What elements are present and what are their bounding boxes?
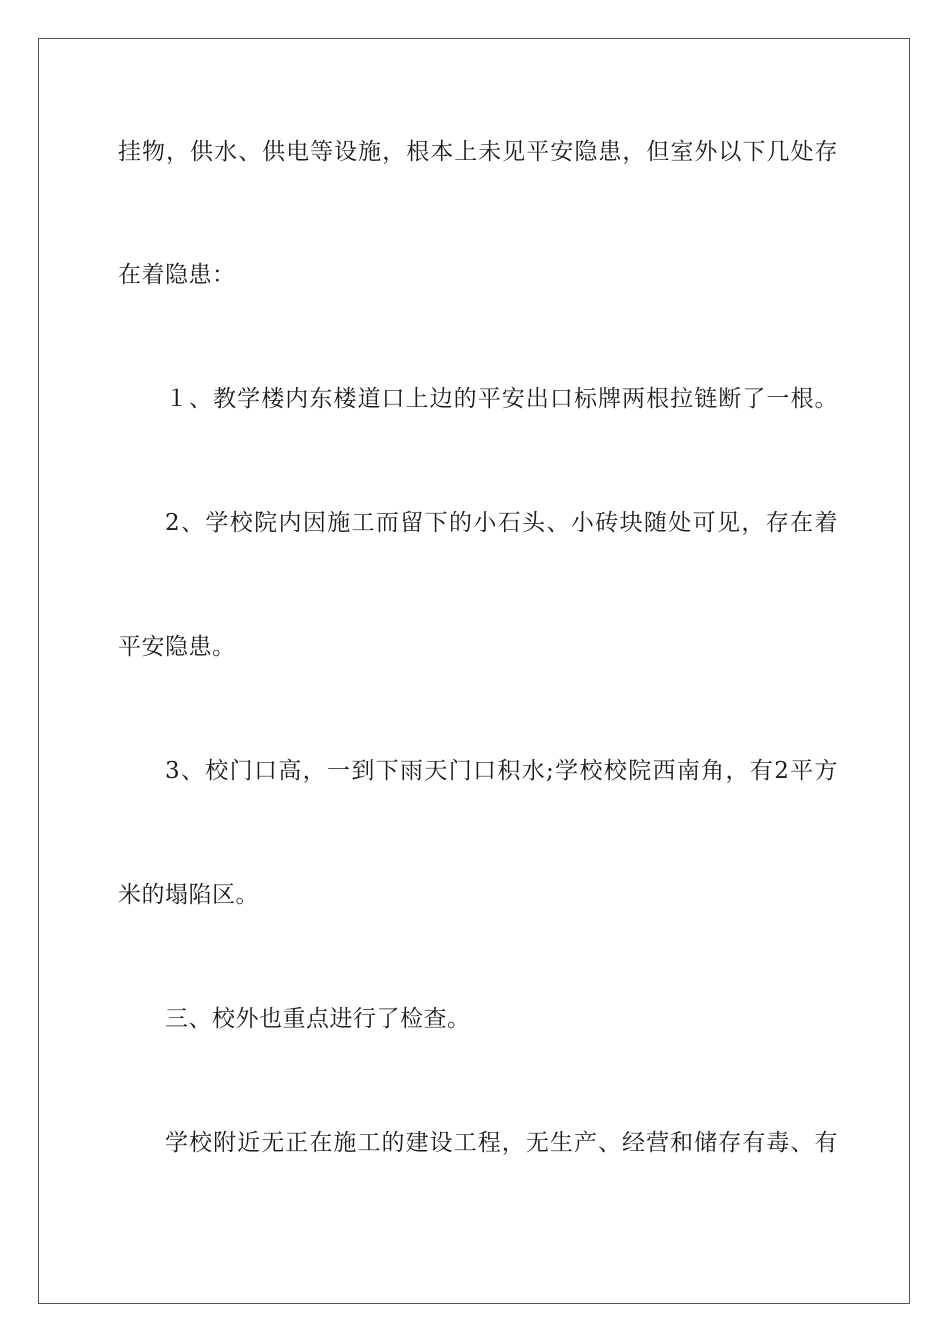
text-line-9: 学校附近无正在施工的建设工程，无生产、经营和储存有毒、有 xyxy=(165,1130,838,1156)
text-line-8: 三、校外也重点进行了检查。 xyxy=(165,1006,471,1032)
page-frame xyxy=(38,38,910,1304)
text-line-3: １、教学楼内东楼道口上边的平安出口标牌两根拉链断了一根。 xyxy=(165,386,838,412)
text-line-5: 平安隐患。 xyxy=(118,634,236,660)
text-line-7: 米的塌陷区。 xyxy=(118,882,259,908)
text-line-1: 挂物，供水、供电等设施，根本上未见平安隐患，但室外以下几处存 xyxy=(118,139,838,165)
text-line-4: 2、学校院内因施工而留下的小石头、小砖块随处可见，存在着 xyxy=(165,510,838,536)
text-line-6: 3、校门口高，一到下雨天门口积水;学校校院西南角，有2平方 xyxy=(165,758,838,784)
text-line-2: 在着隐患： xyxy=(118,262,236,288)
